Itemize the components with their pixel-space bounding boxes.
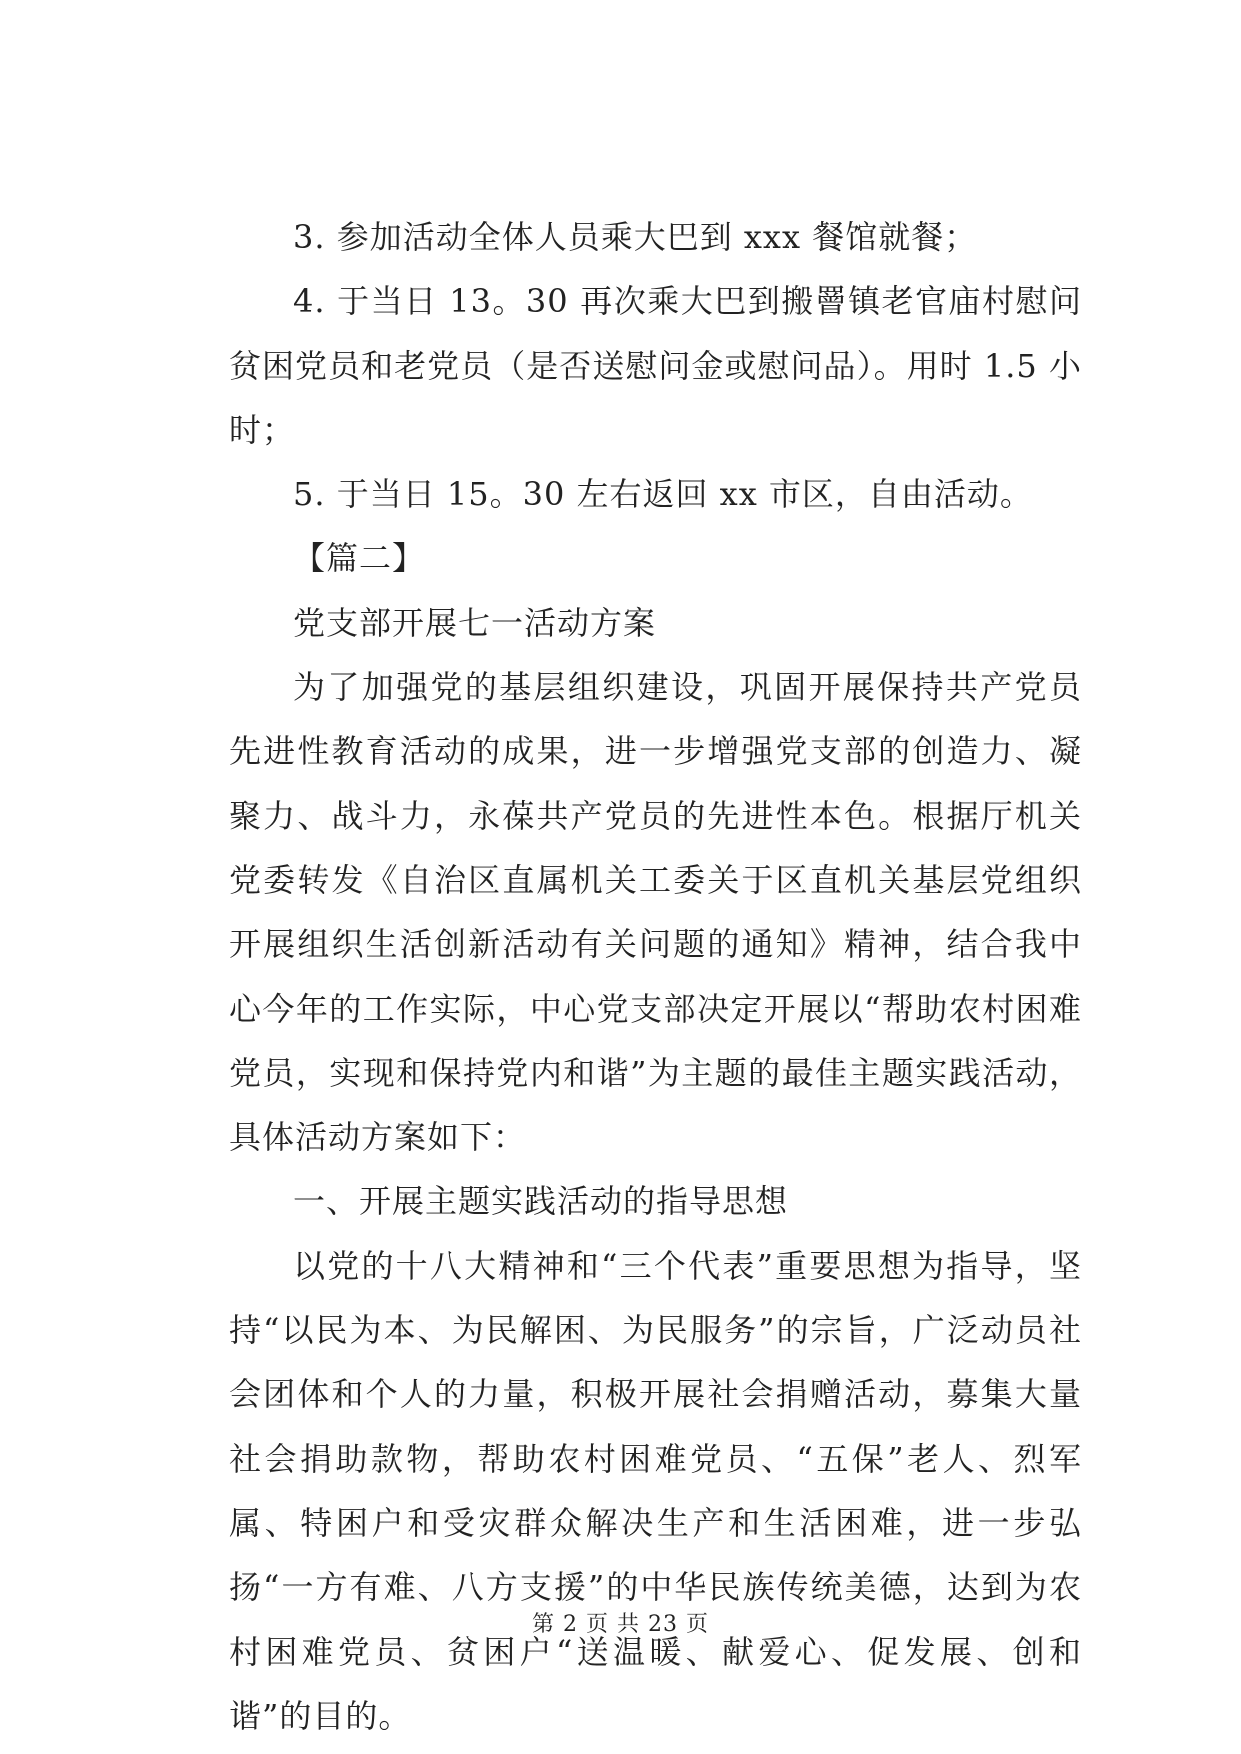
list-item-5: 5. 于当日 15。30 左右返回 xx 市区，自由活动。 bbox=[293, 475, 1033, 514]
intro-paragraph: 为了加强党的基层组织建设，巩固开展保持共产党员先进性教育活动的成果，进一步增强党支部的创造力、凝聚力、战斗力，永葆共产党员的先进性本色。根据厅机关党委转发《自治区直属机关工委关于区直机关基层党组织开展组织生活创新活动有关问题的通知》精神，结合我中心今年的工作实际，中心党支部决定开展以“帮助农村困难党员，实现和保持党内和谐”为主题的最佳主题实践活动，具体活动方案如下： bbox=[229, 668, 1082, 1157]
section-title: 党支部开展七一活动方案 bbox=[293, 603, 657, 642]
section-heading: 一、开展主题实践活动的指导思想 bbox=[293, 1182, 789, 1221]
list-item-4: 4. 于当日 13。30 再次乘大巴到搬罾镇老官庙村慰问贫困党员和老党员（是否送慰问金或慰问品）。用时 1.5 小时； bbox=[229, 282, 1082, 449]
page-number-footer: 第 2 页 共 23 页 bbox=[532, 1612, 709, 1637]
body-paragraph: 以党的十八大精神和“三个代表”重要思想为指导，坚持“以民为本、为民解困、为民服务”的宗旨，广泛动员社会团体和个人的力量，积极开展社会捐赠活动，募集大量社会捐助款物，帮助农村困难党员、“五保”老人、烈军属、特困户和受灾群众解决生产和生活困难，进一步弘扬“一方有难、八方支援”的中华民族传统美德，达到为农村困难党员、贫困户“送温暖、献爱心、促发展、创和谐”的目的。 bbox=[229, 1246, 1082, 1735]
section-marker: 【篇二】 bbox=[293, 539, 426, 578]
list-item-3: 3. 参加活动全体人员乘大巴到 xxx 餐馆就餐； bbox=[293, 218, 978, 256]
document-body bbox=[229, 205, 1082, 1748]
